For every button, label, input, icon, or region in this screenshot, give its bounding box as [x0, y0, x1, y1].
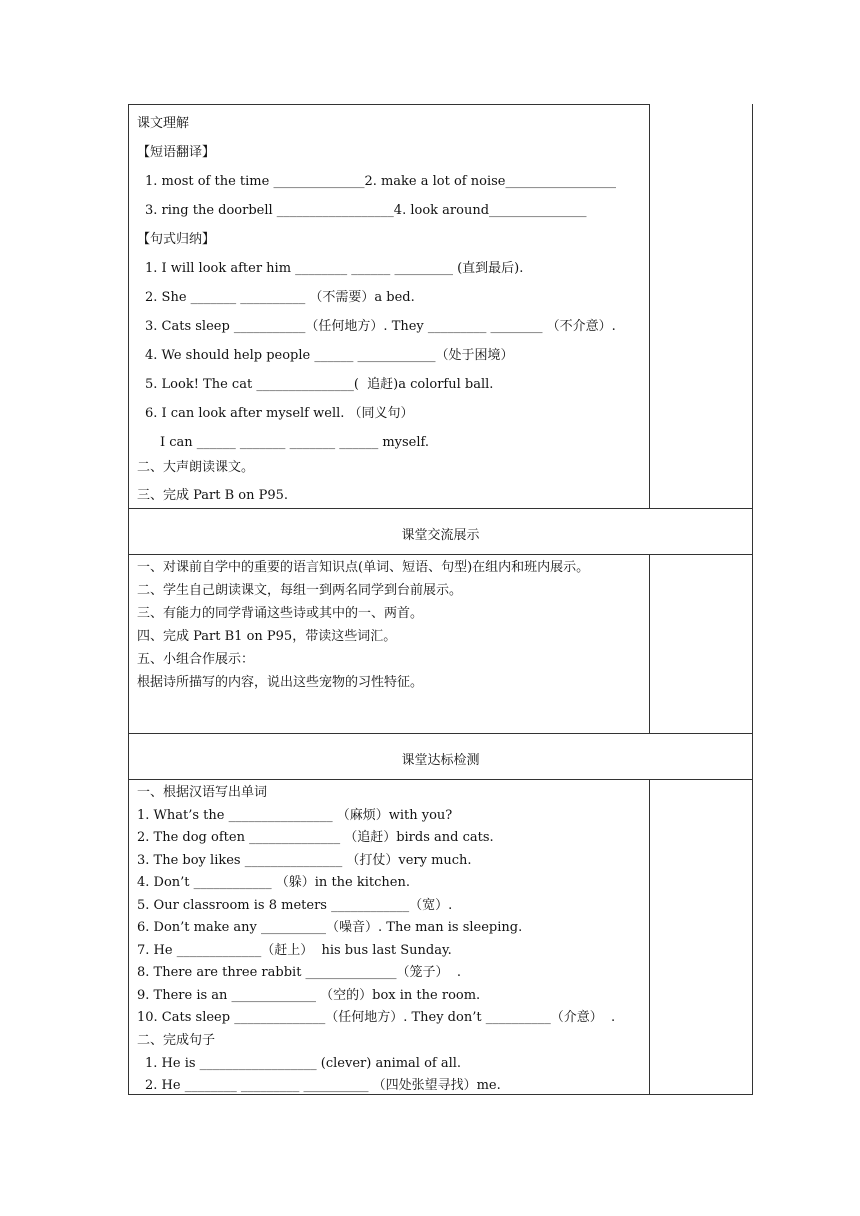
- section2-line: 二、学生自己朗读课文，每组一到两名同学到台前展示。: [137, 583, 463, 598]
- section1-cell: [128, 104, 650, 508]
- sentence-line: 3. Cats sleep ___________（任何地方）. They _________ ________ （不介意）.: [145, 319, 616, 334]
- exercise-item: 1. He is __________________ (clever) animal of all.: [145, 1056, 462, 1071]
- section1-title: 课文理解: [137, 116, 190, 131]
- phrase-heading: 【短语翻译】: [137, 145, 216, 160]
- lesson-table: [128, 104, 753, 1095]
- sentence-line: I can ______ _______ _______ ______ myself.: [160, 435, 430, 450]
- section2-cell: [128, 554, 650, 733]
- part1-heading: 一、根据汉语写出单词: [137, 785, 268, 800]
- section2-header-cell: [128, 508, 753, 554]
- section2-header: 课堂交流展示: [401, 528, 480, 543]
- section2-line: 四、完成 Part B1 on P95，带读这些词汇。: [137, 629, 397, 644]
- exercise-item: 6. Don’t make any __________（噪音）. The man is sleeping.: [137, 920, 523, 935]
- exercise-item: 7. He _____________（赶上） his bus last Sunday.: [137, 943, 452, 958]
- section2-line: 三、有能力的同学背诵这些诗或其中的一、两首。: [137, 606, 424, 621]
- sentence-line: 4. We should help people ______ ____________（处于困境）: [145, 348, 514, 363]
- section1-notes-cell: [650, 104, 753, 508]
- section2-line: 五、小组合作展示：: [137, 652, 255, 667]
- sentence-heading: 【句式归纳】: [137, 232, 216, 247]
- exercise-item: 5. Our classroom is 8 meters ____________（宽）.: [137, 898, 453, 913]
- exercise-item: 1. What’s the ________________ （麻烦）with you?: [137, 808, 453, 823]
- exercise-item: 2. He ________ _________ __________ （四处张望寻找）me.: [145, 1078, 501, 1093]
- exercise-item: 4. Don’t ____________ （躲）in the kitchen.: [137, 875, 410, 890]
- exercise-item: 10. Cats sleep ______________（任何地方）. They don’t __________（介意） .: [137, 1010, 616, 1025]
- exercise-item: 9. There is an _____________ （空的）box in the room.: [137, 988, 481, 1003]
- exercise-item: 2. The dog often ______________ （追赶）birds and cats.: [137, 830, 494, 845]
- sentence-line: 1. I will look after him ________ ______ _________ (直到最后).: [145, 261, 524, 276]
- sentence-line: 2. She _______ __________ （不需要）a bed.: [145, 290, 415, 305]
- section2-line: 一、对课前自学中的重要的语言知识点(单词、短语、句型)在组内和班内展示。: [137, 560, 590, 575]
- part2-heading: 二、完成句子: [137, 1033, 216, 1048]
- sentence-line: 5. Look! The cat _______________( 追赶)a colorful ball.: [145, 377, 494, 392]
- phrase-line: 1. most of the time ______________2. make a lot of noise_________________: [145, 174, 616, 189]
- section3-cell: [128, 779, 650, 1095]
- section3-header-cell: [128, 733, 753, 779]
- section2-line: 根据诗所描写的内容，说出这些宠物的习性特征。: [137, 675, 424, 690]
- task-line: 三、完成 Part B on P95.: [137, 488, 289, 503]
- section3-header: 课堂达标检测: [401, 753, 480, 768]
- section2-notes-cell: [650, 554, 753, 733]
- section3-notes-cell: [650, 779, 753, 1095]
- task-line: 二、大声朗读课文。: [137, 460, 255, 475]
- phrase-line: 3. ring the doorbell __________________4. look around_______________: [145, 203, 587, 218]
- exercise-item: 8. There are three rabbit ______________（笼子） .: [137, 965, 461, 980]
- exercise-item: 3. The boy likes _______________ （打仗）very much.: [137, 853, 472, 868]
- sentence-line: 6. I can look after myself well. （同义句）: [145, 406, 414, 421]
